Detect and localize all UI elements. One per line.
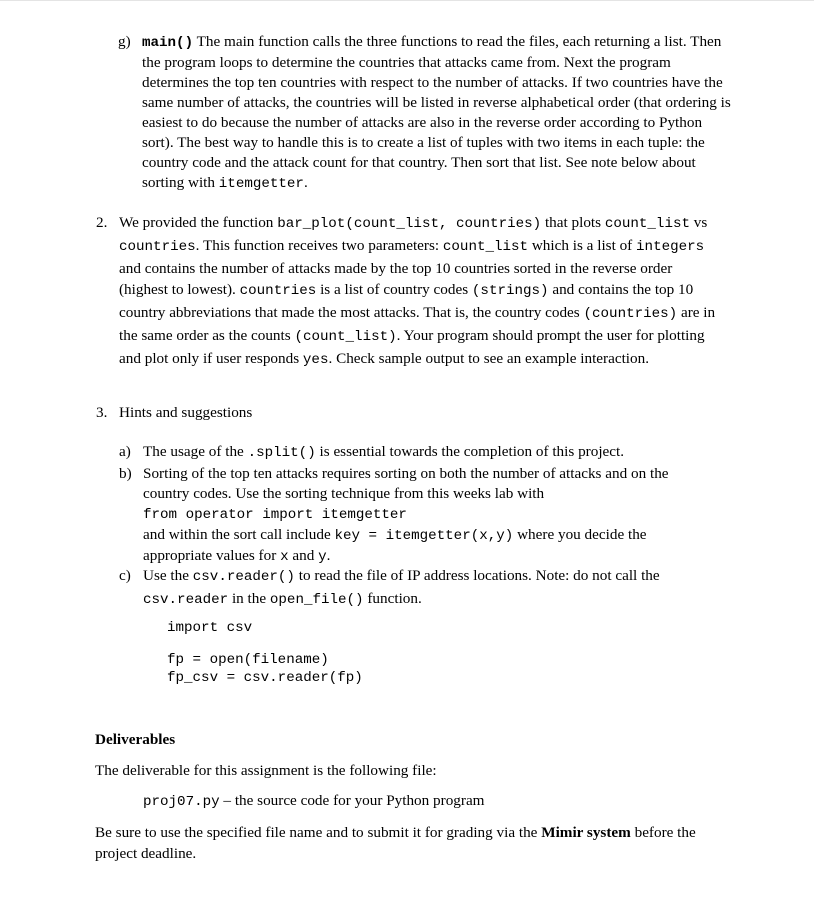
code-line-open: fp = open(filename) bbox=[167, 652, 329, 668]
code-line-import: import csv bbox=[167, 620, 253, 636]
item-3-hints bbox=[96, 402, 736, 423]
main-func-code: main() bbox=[142, 35, 194, 51]
key-itemgetter-code: key = itemgetter(x,y) bbox=[334, 528, 514, 544]
list-marker-g: g) bbox=[118, 33, 131, 50]
deliverables-closing: Be sure to use the specified file name and to submit it for grading via the Mimir system before the project deadline. bbox=[95, 824, 696, 862]
deliverables-heading: Deliverables bbox=[95, 731, 176, 748]
import-itemgetter-code: from operator import itemgetter bbox=[143, 507, 407, 523]
bar-plot-signature-code: bar_plot(count_list, countries) bbox=[277, 216, 542, 232]
item-2-bar-plot bbox=[96, 212, 736, 371]
deliverable-file: proj07.py – the source code for your Python program bbox=[143, 792, 485, 810]
code-line-reader: fp_csv = csv.reader(fp) bbox=[167, 670, 363, 686]
item-3-heading: Hints and suggestions bbox=[119, 404, 253, 421]
hint-a: a) The usage of the .split() is essential towards the completion of this project. bbox=[119, 443, 625, 461]
split-code: .split() bbox=[247, 445, 316, 461]
section-g-main bbox=[120, 32, 740, 194]
itemgetter-code: itemgetter bbox=[218, 176, 304, 192]
list-marker-3: 3. bbox=[96, 404, 108, 421]
item-2-text: We provided the function bar_plot(count_list, countries) that plots count_list vs countries. This function receives two parameters: count_list which is a list of integers and contains the number of attacks made by the top 10 countries sorted in the reverse order (highest to lowest). countries is a list of country codes (strings) and contains the top 10 country abbreviations that made the most attacks. That is, the country codes (countries) are in the same order as the counts (count_list). Your program should prompt the user for plotting and plot only if user responds yes. Check sample output to see an example interaction. bbox=[119, 214, 716, 368]
section-g-text: main() The main function calls the three functions to read the files, each returning a list. Then the program loops to determine the countries that attacks came from. Next the program determines the top ten countries with respect to the number of attacks. If two countries have the same number of attacks, the countries will be listed in reverse alphabetical order (that ordering is easiest to do because the number of attacks are also in the reverse order according to Python sort). The best way to handle this is to create a list of tuples with two items in each tuple: the country code and the attack count for that country. Then sort that list. See note below about sorting with itemgetter. bbox=[142, 33, 731, 192]
page-top-border bbox=[0, 0, 814, 1]
hint-c: c) Use the csv.reader() to read the file of IP address locations. Note: do not call the csv.reader in the open_file() function. bbox=[119, 567, 660, 608]
deliverables-intro: The deliverable for this assignment is the following file: bbox=[95, 762, 437, 779]
mimir-system: Mimir system bbox=[541, 824, 631, 841]
hint-b: b) Sorting of the top ten attacks requires sorting on both the number of attacks and on the country codes. Use the sorting technique from this weeks lab with from operator import itemgetter and within the sort call include key = itemgetter(x,y) where you decide the appropriate values for x and y. bbox=[119, 465, 669, 565]
file-name: proj07.py bbox=[143, 794, 220, 810]
csv-reader-code: csv.reader() bbox=[192, 569, 295, 585]
list-marker-2: 2. bbox=[96, 214, 108, 231]
